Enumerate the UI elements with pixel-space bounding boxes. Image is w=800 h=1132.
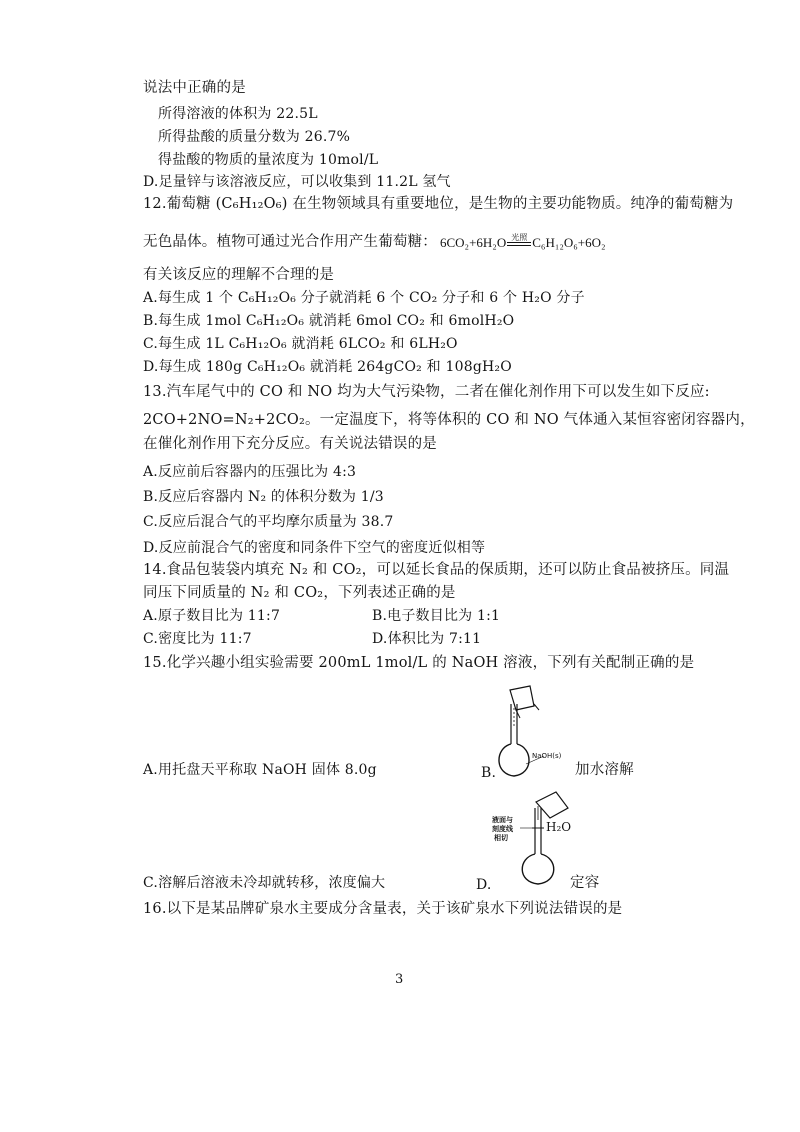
q12-equation-condition: 光照 xyxy=(511,233,528,242)
q15-option-b-letter: B. xyxy=(481,765,497,781)
q14-option-b: B.电子数目比为 1:1 xyxy=(372,608,501,624)
page-number: 3 xyxy=(395,972,404,987)
q12-equation-right: C₆H₁₂O₆+6O₂ xyxy=(532,235,606,250)
q15-figure-b-label: NaOH(s) xyxy=(532,752,562,760)
q11-option-d: D.足量锌与该溶液反应，可以收集到 11.2L 氢气 xyxy=(143,174,451,190)
q13-option-b: B.反应后容器内 N₂ 的体积分数为 1/3 xyxy=(143,489,384,505)
q13-option-a: A.反应前后容器内的压强比为 4:3 xyxy=(143,464,357,480)
q11-option-c: 得盐酸的物质的量浓度为 10mol/L xyxy=(158,152,379,168)
q12-stem-line2: 无色晶体。植物可通过光合作用产生葡萄糖： xyxy=(143,234,437,250)
q15-option-c: C.溶解后溶液未冷却就转移，浓度偏大 xyxy=(143,875,386,891)
q11-option-b: 所得盐酸的质量分数为 26.7% xyxy=(158,129,351,145)
q15-option-d-letter: D. xyxy=(476,877,492,893)
q12-equation xyxy=(440,233,606,255)
q15-option-b-caption: 加水溶解 xyxy=(575,762,634,778)
q12-option-c: C.每生成 1L C₆H₁₂O₆ 就消耗 6LCO₂ 和 6LH₂O xyxy=(143,336,458,352)
q15-figure-d xyxy=(490,788,580,888)
q11-stem-end: 说法中正确的是 xyxy=(143,80,246,96)
q14-option-c: C.密度比为 11:7 xyxy=(143,631,252,647)
q14-stem-line2: 同压下同质量的 N₂ 和 CO₂，下列表述正确的是 xyxy=(143,585,456,601)
q11-option-a: 所得溶液的体积为 22.5L xyxy=(158,106,318,122)
q15-stem: 15.化学兴趣小组实验需要 200mL 1mol/L 的 NaOH 溶液，下列有关配制正确的是 xyxy=(143,655,695,671)
q13-stem-line3: 在催化剂作用下充分反应。有关说法错误的是 xyxy=(143,436,437,452)
q15-figure-b xyxy=(490,684,570,780)
flask-pouring-illustration xyxy=(490,684,570,780)
q16-stem: 16.以下是某品牌矿泉水主要成分含量表，关于该矿泉水下列说法错误的是 xyxy=(143,901,623,917)
q15-option-d-caption: 定容 xyxy=(570,875,600,891)
q15-option-a: A.用托盘天平称取 NaOH 固体 8.0g xyxy=(143,762,377,778)
q13-option-c: C.反应后混合气的平均摩尔质量为 38.7 xyxy=(143,514,394,530)
q15-figure-d-h2o: H₂O xyxy=(546,820,572,834)
q12-option-a: A.每生成 1 个 C₆H₁₂O₆ 分子就消耗 6 个 CO₂ 分子和 6 个 H₂O 分子 xyxy=(143,290,585,306)
q13-option-d: D.反应前混合气的密度和同条件下空气的密度近似相等 xyxy=(143,540,486,556)
q12-option-d: D.每生成 180g C₆H₁₂O₆ 就消耗 264gCO₂ 和 108gH₂O xyxy=(143,359,512,375)
q13-stem-line2: 2CO+2NO=N₂+2CO₂。一定温度下，将等体积的 CO 和 NO 气体通入某恒容密闭容器内， xyxy=(143,412,755,428)
q14-stem-line1: 14.食品包装袋内填充 N₂ 和 CO₂，可以延长食品的保质期，还可以防止食品被挤压。同温 xyxy=(143,562,730,578)
q12-stem-line1: 12.葡萄糖 (C₆H₁₂O₆) 在生物领域具有重要地位，是生物的主要功能物质。纯净的葡萄糖为 xyxy=(143,196,734,212)
q12-equation-arrow xyxy=(506,233,532,255)
q12-option-b: B.每生成 1mol C₆H₁₂O₆ 就消耗 6mol CO₂ 和 6molH₂O xyxy=(143,313,515,329)
q13-stem-line1: 13.汽车尾气中的 CO 和 NO 均为大气污染物，二者在催化剂作用下可以发生如下反应: xyxy=(143,384,710,400)
q15-figure-d-label-1: 液面与 xyxy=(492,816,513,824)
q12-equation-left: 6CO₂+6H₂O xyxy=(440,235,507,250)
q15-figure-d-label-2: 刻度线 xyxy=(492,825,513,833)
q14-option-a: A.原子数目比为 11:7 xyxy=(143,608,281,624)
q15-figure-d-label-3: 相切 xyxy=(494,834,508,842)
q14-option-d: D.体积比为 7:11 xyxy=(372,631,482,647)
q12-stem-line3: 有关该反应的理解不合理的是 xyxy=(143,267,335,283)
